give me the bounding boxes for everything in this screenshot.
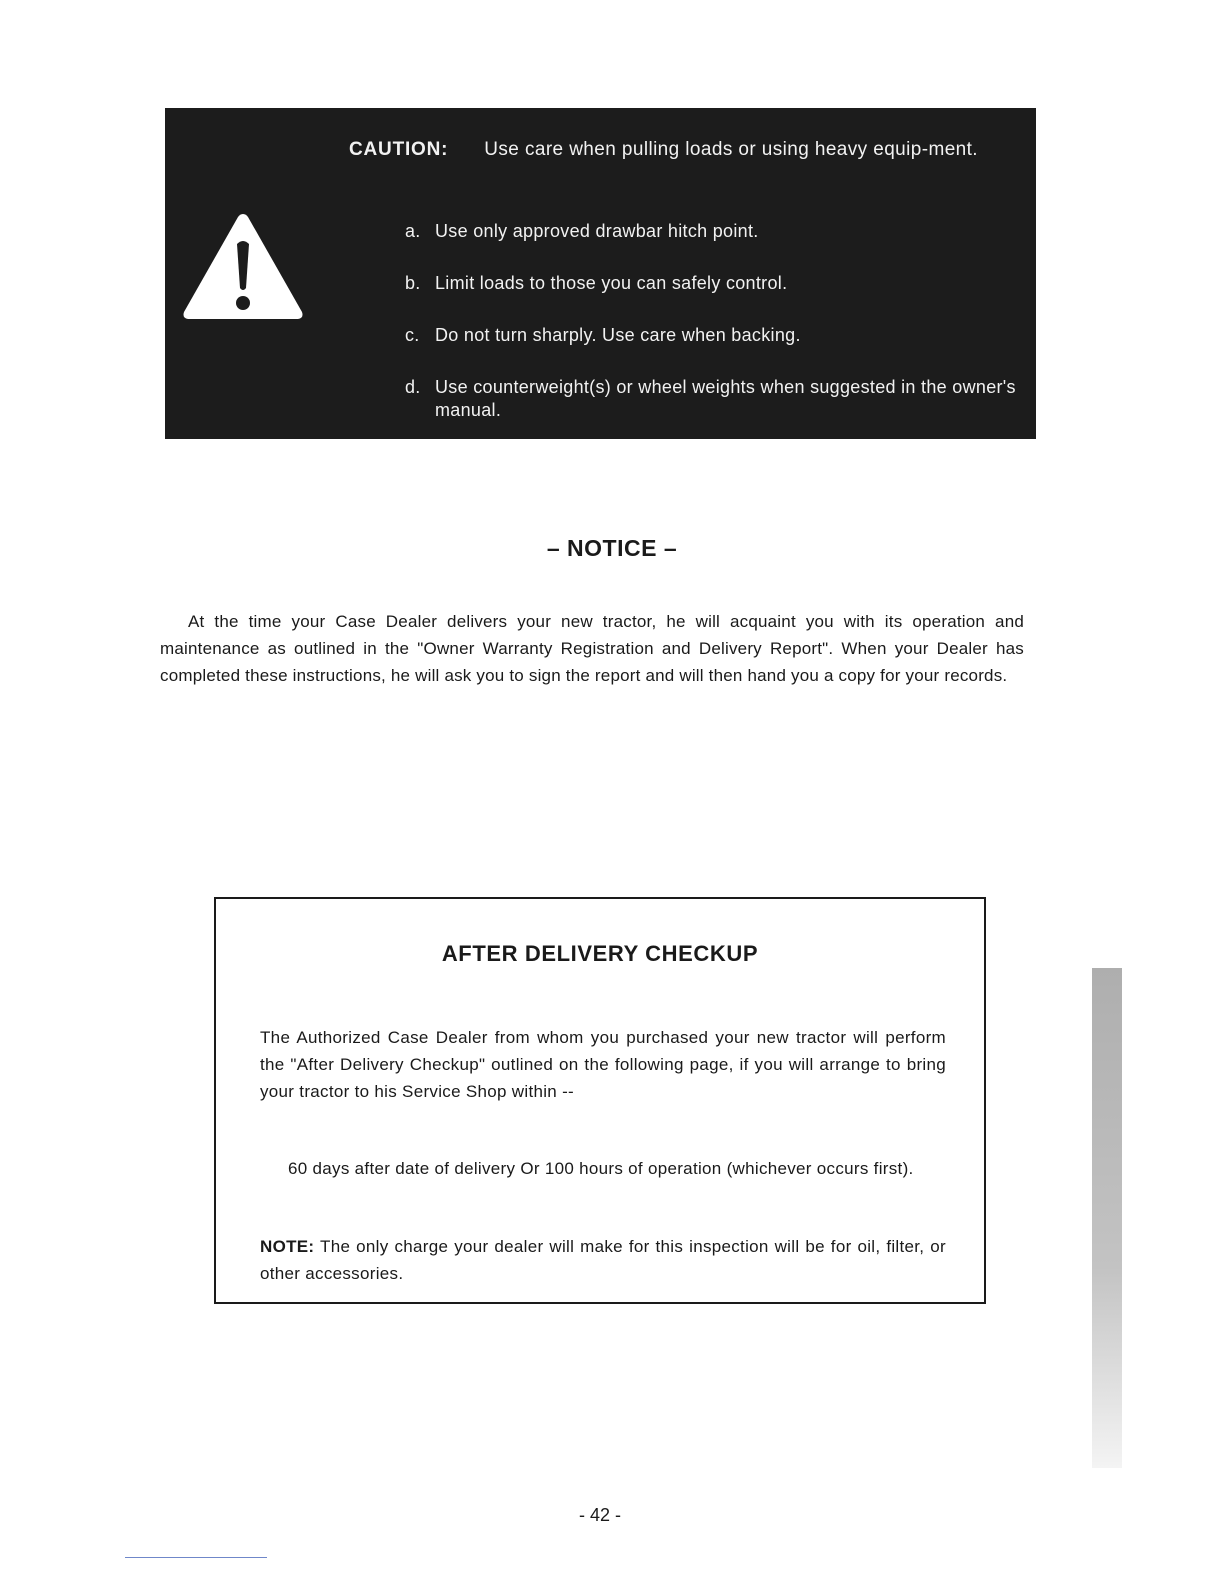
list-marker: a. — [405, 221, 421, 241]
list-item-text: Limit loads to those you can safely control. — [435, 273, 788, 293]
after-delivery-title: AFTER DELIVERY CHECKUP — [441, 941, 759, 966]
footer-rule — [125, 1557, 267, 1558]
after-delivery-note — [260, 1233, 946, 1287]
page-number: - 42 - — [578, 1505, 621, 1525]
list-item — [405, 324, 1017, 347]
notice-body: At the time your Case Dealer delivers your new tractor, he will acquaint you with its operation and maintenance as outlined in the "Owner Warranty Registration and Delivery Report". When your Dealer has completed these instructions, he will ask you to sign the report and will then hand you a copy for your records. — [160, 612, 1024, 685]
notice-title: – NOTICE – — [546, 535, 678, 561]
caution-box — [165, 108, 1036, 439]
caution-heading — [349, 138, 1019, 162]
caution-label: CAUTION: — [349, 139, 449, 160]
list-marker: b. — [405, 273, 421, 293]
list-item-text: Use only approved drawbar hitch point. — [435, 221, 759, 241]
list-item-text: Do not turn sharply. Use care when backing. — [435, 325, 801, 345]
list-item — [405, 272, 1017, 295]
caution-list — [405, 220, 1017, 451]
list-item — [405, 376, 1017, 422]
exclamation-triangle-icon — [180, 208, 306, 324]
after-delivery-intro: The Authorized Case Dealer from whom you purchased your new tractor will perform the "After Delivery Checkup" outlined on the following page, if you will arrange to bring your tractor to his Service Shop within -- — [260, 1028, 946, 1101]
note-text: The only charge your dealer will make for this inspection will be for oil, filter, or other accessories. — [260, 1237, 946, 1283]
scan-edge-shadow — [1092, 968, 1122, 1468]
note-label: NOTE: — [260, 1237, 315, 1256]
list-marker: d. — [405, 377, 421, 397]
after-delivery-condition: 60 days after date of delivery Or 100 hours of operation (whichever occurs first). — [288, 1159, 914, 1178]
list-item — [405, 220, 1017, 243]
list-marker: c. — [405, 325, 420, 345]
list-item-text: Use counterweight(s) or wheel weights when suggested in the owner's manual. — [435, 377, 1016, 420]
caution-text: Use care when pulling loads or using heavy equip-ment. — [484, 139, 978, 160]
after-delivery-box — [214, 897, 986, 1304]
